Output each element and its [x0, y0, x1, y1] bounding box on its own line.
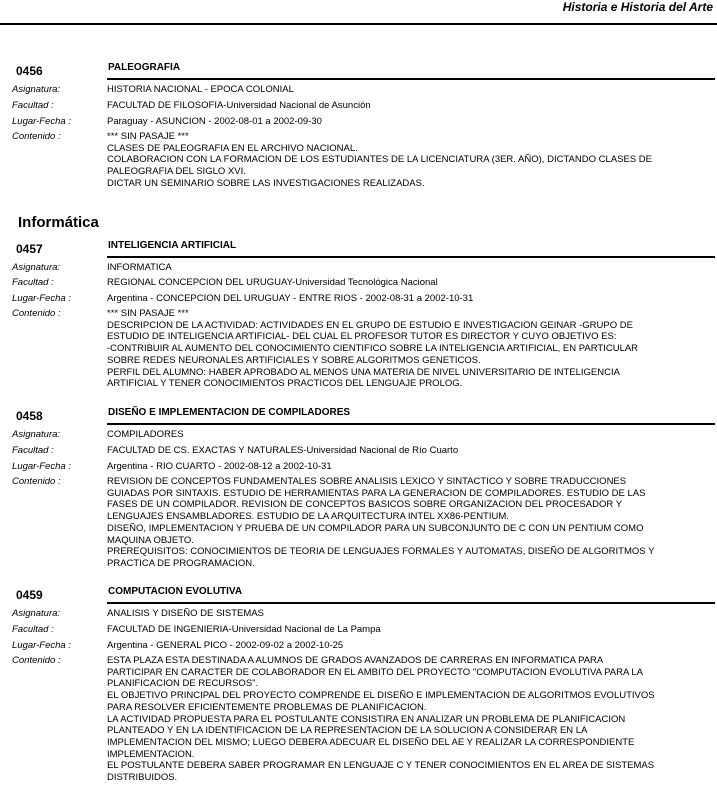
- contenido-line: SOBRE REDES NEURONALES ARTIFICIALES Y SOBRE ALGORITMOS GENETICOS.: [107, 354, 481, 366]
- entry-number: 0459: [16, 588, 43, 602]
- contenido-line: COLABORACION CON LA FORMACION DE LOS ESTUDIANTES DE LA LICENCIATURA (3ER. AÑO), DICTANDO CLASES DE: [107, 154, 652, 166]
- contenido-line: PALEOGRAFIA DEL SIGLO XVI.: [107, 166, 246, 178]
- lugar-fecha-label: Lugar-Fecha :: [12, 293, 71, 304]
- page-header: [0, 0, 717, 25]
- contenido-line: EL POSTULANTE DEBERA SABER PROGRAMAR EN LENGUAJE C Y TENER CONOCIMIENTOS EN EL AREA DE SISTEMAS: [107, 760, 655, 772]
- lugar-fecha-value: Argentina - CONCEPCION DEL URUGUAY - ENTRE RIOS - 2002-08-31 a 2002-10-31: [107, 293, 474, 304]
- section-title: Informática: [18, 214, 99, 231]
- contenido-value: [107, 476, 707, 570]
- contenido-line: PARTICIPAR EN CARACTER DE COLABORADOR EN EL AMBITO DEL PROYECTO "COMPUTACION EVOLUTIVA PARA LA: [107, 666, 644, 678]
- facultad-value: FACULTAD DE INGENIERIA-Universidad Nacional de La Pampa: [107, 624, 381, 635]
- facultad-value: FACULTAD DE CS. EXACTAS Y NATURALES-Universidad Nacional de Río Cuarto: [107, 445, 459, 456]
- contenido-line: DICTAR UN SEMINARIO SOBRE LAS INVESTIGACIONES REALIZADAS.: [107, 177, 425, 189]
- asignatura-value: INFORMATICA: [107, 262, 172, 273]
- lugar-fecha-value: Paraguay - ASUNCION - 2002-08-01 a 2002-09-30: [107, 116, 322, 127]
- contenido-line: PARA RESOLVER EFICIENTEMENTE PROBLEMAS DE PLANIFICACION.: [107, 701, 427, 713]
- lugar-fecha-label: Lugar-Fecha :: [12, 461, 71, 472]
- contenido-value: [107, 308, 707, 390]
- contenido-line: REVISION DE CONCEPTOS FUNDAMENTALES SOBRE ANALISIS LEXICO Y SINTACTICO Y SOBRE TRADUCCIONES: [107, 476, 627, 487]
- contenido-line: PREREQUISITOS: CONOCIMIENTOS DE TEORIA DE LENGUAJES FORMALES Y AUTOMATAS, DISEÑO DE ALGORITMOS Y: [107, 546, 655, 558]
- contenido-line: LA ACTIVIDAD PROPUESTA PARA EL POSTULANTE CONSISTIRA EN ANALIZAR UN PROBLEMA DE PLANIFICACION: [107, 713, 626, 725]
- entry-divider: [107, 78, 715, 80]
- contenido-label: Contenido :: [12, 308, 61, 319]
- facultad-value: FACULTAD DE FILOSOFIA-Universidad Nacional de Asunción: [107, 100, 371, 111]
- facultad-label: Facultad :: [12, 100, 54, 111]
- contenido-label: Contenido :: [12, 476, 61, 487]
- lugar-fecha-value: Argentina - GENERAL PICO - 2002-09-02 a 2002-10-25: [107, 640, 344, 651]
- facultad-value: REGIONAL CONCEPCION DEL URUGUAY-Universidad Tecnológica Nacional: [107, 277, 438, 288]
- contenido-line: IMPLEMENTACION DEL MISMO; LUEGO DEBERA ADECUAR EL DISEÑO DEL AE Y REALIZAR LA CORRESPONDIENTE: [107, 736, 635, 748]
- asignatura-value: HISTORIA NACIONAL - EPOCA COLONIAL: [107, 84, 294, 95]
- contenido-line: -CONTRIBUIR AL AUMENTO DEL CONOCIMIENTO CIENTIFICO SOBRE LA INTELIGENCIA ARTIFICIAL, EN PARTICULAR: [107, 343, 639, 355]
- entry-title: INTELIGENCIA ARTIFICIAL: [108, 240, 237, 251]
- contenido-label: Contenido :: [12, 655, 61, 666]
- contenido-line: GUIADAS POR SINTAXIS. ESTUDIO DE HERRAMIENTAS PARA LA GENERACION DE COMPILADORES. ESTUDIO DE LAS: [107, 487, 646, 499]
- contenido-line: ESTA PLAZA ESTA DESTINADA A ALUMNOS DE GRADOS AVANZADOS DE CARRERAS EN INFORMATICA PARA: [107, 655, 604, 666]
- contenido-line: EL OBJETIVO PRINCIPAL DEL PROYECTO COMPRENDE EL DISEÑO E IMPLEMENTACION DE ALGORITMOS EVOLUTIVOS: [107, 690, 655, 702]
- contenido-line: CLASES DE PALEOGRAFIA EN EL ARCHIVO NACIONAL.: [107, 142, 358, 154]
- page-title: Historia e Historia del Arte: [562, 0, 713, 14]
- contenido-line: LENGUAJES ENSAMBLADORES. ESTUDIO DE LA ARQUITECTURA INTEL XX86-PENTIUM.: [107, 511, 509, 523]
- contenido-line: DISEÑO, IMPLEMENTACION Y PRUEBA DE UN COMPILADOR PARA UN SUBCONJUNTO DE C CON UN PENTIUM COMO: [107, 522, 644, 534]
- facultad-label: Facultad :: [12, 445, 54, 456]
- contenido-line: PLANIFICACION DE RECURSOS".: [107, 678, 259, 690]
- facultad-label: Facultad :: [12, 624, 54, 635]
- entry-number: 0456: [16, 64, 43, 78]
- contenido-line: DESCRIPCION DE LA ACTIVIDAD: ACTIVIDADES EN EL GRUPO DE ESTUDIO E INVESTIGACION GEINAR -GRUPO DE: [107, 319, 633, 331]
- lugar-fecha-label: Lugar-Fecha :: [12, 116, 71, 127]
- asignatura-value: COMPILADORES: [107, 429, 184, 440]
- contenido-line: DISTRIBUIDOS.: [107, 772, 178, 784]
- contenido-line: PERFIL DEL ALUMNO: HABER APROBADO AL MENOS UNA MATERIA DE NIVEL UNIVERSITARIO DE INTELIGENCIA: [107, 366, 620, 378]
- asignatura-label: Asignatura:: [12, 262, 61, 273]
- contenido-label: Contenido :: [12, 131, 61, 142]
- contenido-line: ESTUDIO DE INTELIGENCIA ARTIFICIAL- DEL CUAL EL PROFESOR TUTOR ES DIRECTOR Y CUYO OBJETIVO ES:: [107, 331, 617, 343]
- asignatura-label: Asignatura:: [12, 608, 61, 619]
- entry-number: 0458: [16, 409, 43, 423]
- contenido-line: PLANTEADO Y EN LA IDENTIFICACION DE LA REPRESENTACION DE LA SOLUCION A CONSIDERAR EN LA: [107, 725, 588, 737]
- facultad-label: Facultad :: [12, 277, 54, 288]
- entry-divider: [107, 423, 715, 425]
- contenido-line: PRACTICA DE PROGRAMACION.: [107, 557, 255, 569]
- contenido-value: [107, 131, 707, 190]
- entry-title: COMPUTACION EVOLUTIVA: [108, 586, 243, 597]
- contenido-line: ARTIFICIAL Y TENER CONOCIMIENTOS PRACTICOS DEL LENGUAJE PROLOG.: [107, 378, 463, 390]
- contenido-line: MAQUINA OBJETO.: [107, 534, 194, 546]
- entry-title: PALEOGRAFIA: [108, 62, 181, 73]
- contenido-line: *** SIN PASAJE ***: [107, 308, 189, 319]
- contenido-line: *** SIN PASAJE ***: [107, 131, 189, 142]
- contenido-line: IMPLEMENTACION.: [107, 748, 195, 760]
- asignatura-value: ANALISIS Y DISEÑO DE SISTEMAS: [107, 608, 264, 619]
- contenido-value: [107, 655, 707, 784]
- lugar-fecha-label: Lugar-Fecha :: [12, 640, 71, 651]
- entry-divider: [107, 602, 715, 604]
- lugar-fecha-value: Argentina - RIO CUARTO - 2002-08-12 a 2002-10-31: [107, 461, 332, 472]
- entry-title: DISEÑO E IMPLEMENTACION DE COMPILADORES: [108, 407, 351, 418]
- entry-divider: [107, 256, 715, 258]
- contenido-line: FASES DE UN COMPILADOR. REVISION DE CONCEPTOS BASICOS SOBRE ORGANIZACION DEL PROCESADOR Y: [107, 499, 623, 511]
- asignatura-label: Asignatura:: [12, 429, 61, 440]
- asignatura-label: Asignatura:: [12, 84, 61, 95]
- entry-number: 0457: [16, 242, 43, 256]
